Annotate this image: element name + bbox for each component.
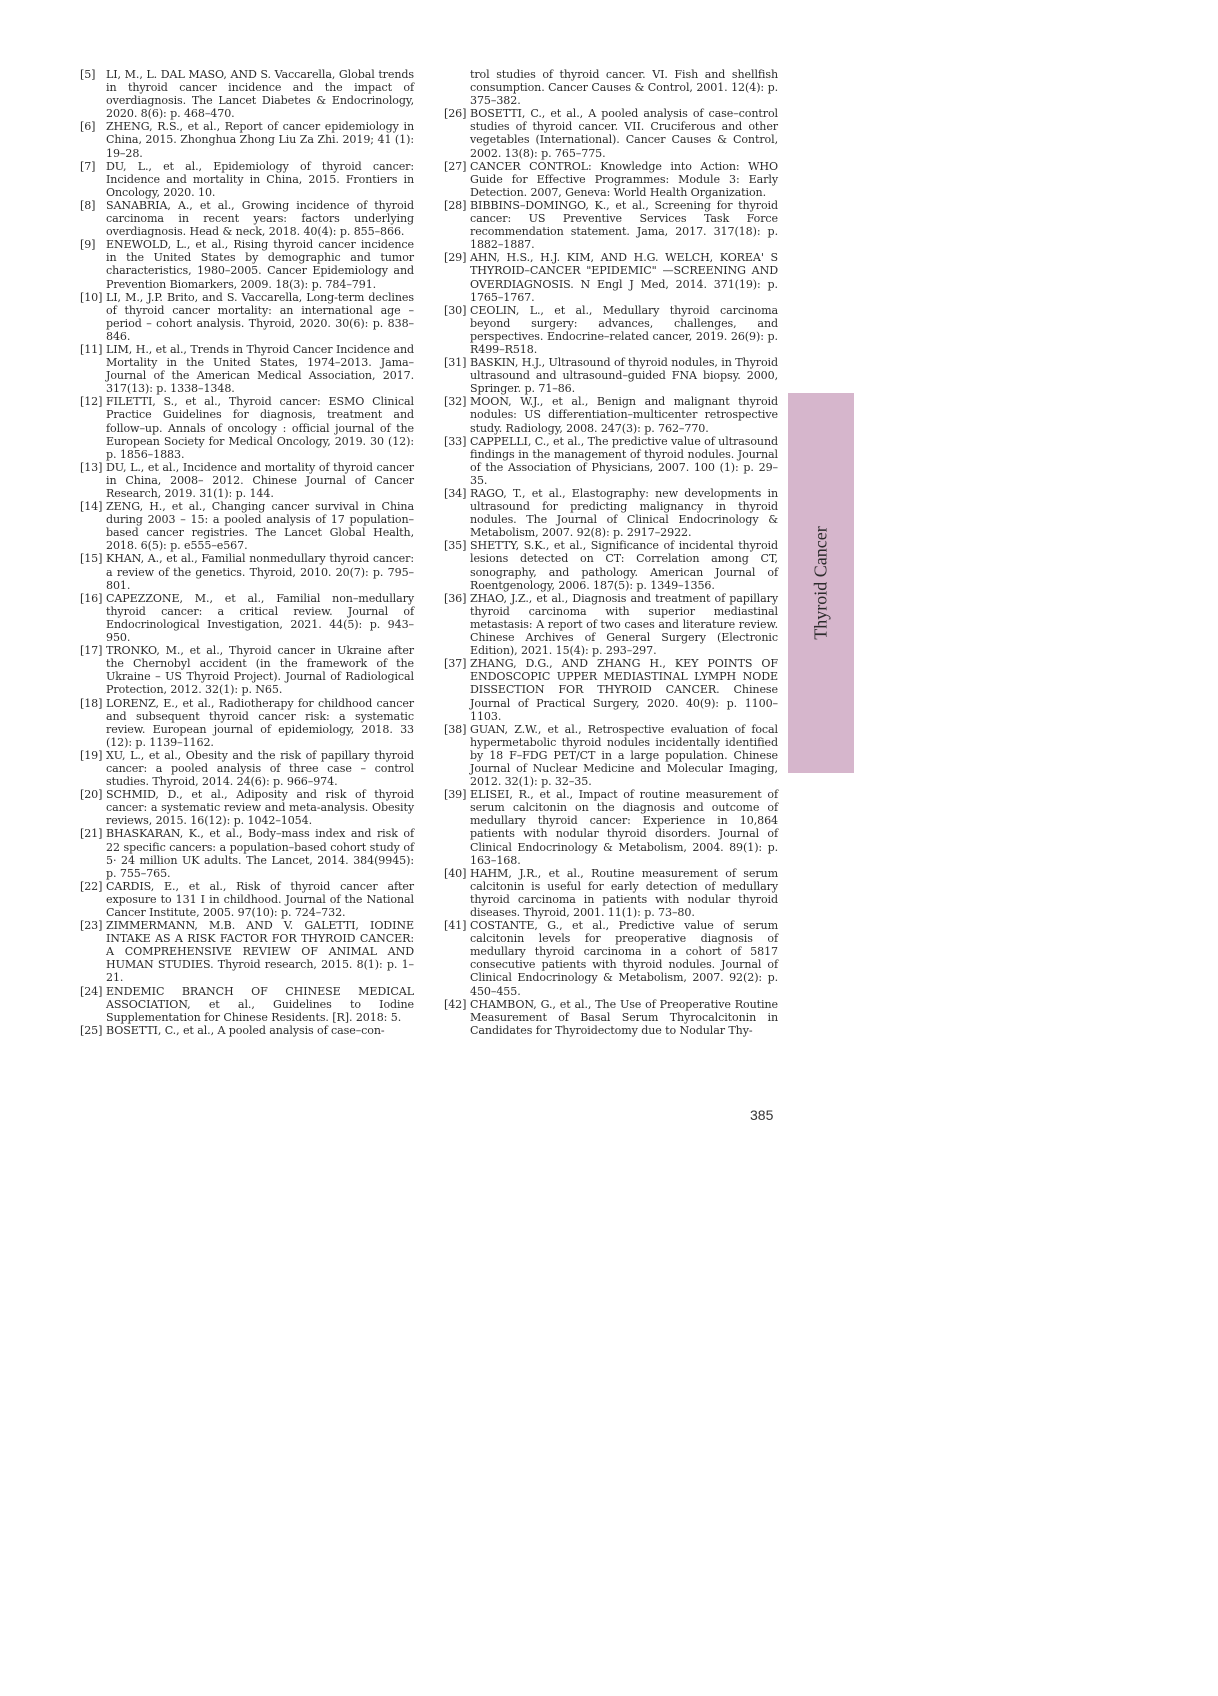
reference-entry	[444, 487, 778, 539]
reference-text: ENDEMIC BRANCH OF CHINESE MEDICAL ASSOCIATION, et al., Guidelines to Iodine Supplementation for Chinese Residents. [R]. 2018: 5.	[106, 984, 414, 1024]
reference-text: FILETTI, S., et al., Thyroid cancer: ESMO Clinical Practice Guidelines for diagnosis, treatment and follow–up. Annals of oncology : official journal of the European Society for Medical Oncology, 2019. 30 (12): p. 1856–1883.	[106, 395, 414, 461]
reference-text: ZENG, H., et al., Changing cancer survival in China during 2003 – 15: a pooled analysis of 17 population–based cancer registries. The Lancet Global Health, 2018. 6(5): p. e555–e567.	[106, 500, 414, 553]
reference-entry	[444, 657, 778, 722]
reference-number: [36]	[444, 591, 467, 605]
reference-entry	[444, 788, 778, 867]
reference-entry	[80, 919, 414, 984]
reference-number: [16]	[80, 591, 103, 605]
reference-entry	[80, 461, 414, 500]
reference-entry	[80, 592, 414, 644]
reference-text: MOON, W.J., et al., Benign and malignant thyroid nodules: US differentiation–multicenter retrospective study. Radiology, 2008. 247(3): p. 762–770.	[470, 395, 778, 435]
reference-entry	[80, 1024, 414, 1037]
reference-number: [28]	[444, 198, 467, 212]
reference-number: [9]	[80, 238, 96, 252]
reference-entry	[80, 120, 414, 159]
reference-entry	[80, 199, 414, 238]
reference-text: COSTANTE, G., et al., Predictive value of serum calcitonin levels for preoperative diagnosis of medullary thyroid carcinoma in a cohort of 5817 consecutive patients with thyroid nodules. Journal of Clinical Endocrinology & Metabolism, 2007. 92(2): p. 450–455.	[470, 919, 778, 998]
reference-text: XU, L., et al., Obesity and the risk of papillary thyroid cancer: a pooled analysis of three case – control studies. Thyroid, 2014. 24(6): p. 966–974.	[106, 748, 414, 789]
reference-number: [18]	[80, 696, 103, 710]
reference-text: ENEWOLD, L., et al., Rising thyroid cancer incidence in the United States by demographic and tumor characteristics, 1980–2005. Cancer Epidemiology and Prevention Biomarkers, 2009. 18(3): p. 784–791.	[106, 238, 414, 291]
reference-number: [10]	[80, 290, 103, 304]
reference-number: [32]	[444, 395, 467, 409]
reference-entry	[80, 500, 414, 552]
reference-text: CAPPELLI, C., et al., The predictive value of ultrasound findings in the management of thyroid nodules. Journal of the Association of Physicians, 2007. 100 (1): p. 29–35.	[470, 434, 778, 487]
reference-entry	[444, 251, 778, 303]
reference-entry	[444, 304, 778, 356]
reference-text: RAGO, T., et al., Elastography: new developments in ultrasound for predicting malignancy in thyroid nodules. The Journal of Clinical Endocrinology & Metabolism, 2007. 92(8): p. 2917–2922.	[470, 487, 778, 540]
reference-text: BOSETTI, C., et al., A pooled analysis of case–control studies of thyroid cancer. VII. Cruciferous and other vegetables (International). Cancer Causes & Control, 2002. 13(8): p. 765–775.	[470, 107, 778, 160]
reference-text: DU, L., et al., Incidence and mortality of thyroid cancer in China, 2008– 2012. Chinese Journal of Cancer Research, 2019. 31(1): p. 144.	[106, 460, 414, 500]
reference-text: LI, M., J.P. Brito, and S. Vaccarella, Long-term declines of thyroid cancer mortality: an international age – period – cohort analysis. Thyroid, 2020. 30(6): p. 838–846.	[106, 290, 414, 343]
reference-entry	[80, 880, 414, 919]
chapter-side-tab	[788, 393, 854, 773]
reference-number: [38]	[444, 722, 467, 736]
reference-number: [17]	[80, 644, 103, 658]
reference-number: [29]	[444, 251, 467, 265]
reference-number: [25]	[80, 1023, 103, 1037]
reference-entry	[80, 291, 414, 343]
reference-entry	[444, 592, 778, 657]
reference-text: CEOLIN, L., et al., Medullary thyroid carcinoma beyond surgery: advances, challenges, and perspectives. Endocrine–related cancer, 2019. 26(9): p. R499–R518.	[470, 303, 778, 356]
reference-number: [11]	[80, 342, 103, 356]
reference-text: BASKIN, H.J., Ultrasound of thyroid nodules, in Thyroid ultrasound and ultrasound–guided FNA biopsy. 2000, Springer. p. 71–86.	[470, 356, 778, 396]
reference-entry	[444, 919, 778, 998]
reference-text: KHAN, A., et al., Familial nonmedullary thyroid cancer: a review of the genetics. Thyroid, 2010. 20(7): p. 795–801.	[106, 552, 414, 592]
reference-text: SHETTY, S.K., et al., Significance of incidental thyroid lesions detected on CT: Correlation among CT, sonography, and pathology. American Journal of Roentgenology, 2006. 187(5): p. 1349–1356.	[470, 539, 778, 592]
reference-number: [7]	[80, 159, 96, 173]
reference-text: SCHMID, D., et al., Adiposity and risk of thyroid cancer: a systematic review and meta-analysis. Obesity reviews, 2015. 16(12): p. 1042–1054.	[106, 788, 414, 828]
reference-number: [42]	[444, 997, 467, 1011]
reference-entry	[444, 199, 778, 251]
reference-number: [13]	[80, 460, 103, 474]
reference-text: ZHAO, J.Z., et al., Diagnosis and treatment of papillary thyroid carcinoma with superior mediastinal metastasis: A report of two cases and literature review. Chinese Archives of General Surgery (Electronic Edition), 2021. 15(4): p. 293–297.	[470, 591, 778, 658]
reference-entry	[80, 552, 414, 591]
reference-text: ZIMMERMANN, M.B. AND V. GALETTI, IODINE INTAKE AS A RISK FACTOR FOR THYROID CANCER: A COMPREHENSIVE REVIEW OF ANIMAL AND HUMAN STUDIES. Thyroid research, 2015. 8(1): p. 1–21.	[106, 919, 414, 985]
reference-text: CARDIS, E., et al., Risk of thyroid cancer after exposure to 131 I in childhood. Journal of the National Cancer Institute, 2005. 97(10): p. 724–732.	[106, 879, 414, 919]
reference-text: ELISEI, R., et al., Impact of routine measurement of serum calcitonin on the diagnosis and outcome of medullary thyroid cancer: Experience in 10,864 patients with nodular thyroid disorders. Journal of Clinical Endocrinology & Metabolism, 2004. 89(1): p. 163–168.	[470, 788, 778, 867]
reference-number: [23]	[80, 919, 103, 933]
reference-number: [5]	[80, 68, 96, 81]
reference-text: SANABRIA, A., et al., Growing incidence of thyroid carcinoma in recent years: factors underlying overdiagnosis. Head & neck, 2018. 40(4): p. 855–866.	[106, 198, 414, 239]
reference-text: LORENZ, E., et al., Radiotherapy for childhood cancer and subsequent thyroid cancer risk: a systematic review. European journal of epidemiology, 2018. 33 (12): p. 1139–1162.	[106, 696, 414, 749]
reference-text: LI, M., L. DAL MASO, AND S. Vaccarella, Global trends in thyroid cancer incidence and the impact of overdiagnosis. The Lancet Diabetes & Endocrinology, 2020. 8(6): p. 468–470.	[106, 68, 414, 121]
reference-entry	[80, 985, 414, 1024]
reference-entry	[80, 827, 414, 879]
reference-number: [27]	[444, 159, 467, 173]
reference-number: [34]	[444, 487, 467, 500]
reference-number: [40]	[444, 866, 467, 880]
reference-text: CANCER CONTROL: Knowledge into Action: WHO Guide for Effective Programmes: Module 3: Early Detection. 2007, Geneva: World Health Organization.	[470, 159, 778, 199]
reference-entry	[80, 160, 414, 199]
reference-number: [20]	[80, 788, 103, 802]
reference-entry	[444, 356, 778, 395]
reference-number: [41]	[444, 919, 467, 933]
reference-text: CHAMBON, G., et al., The Use of Preoperative Routine Measurement of Basal Serum Thyrocalcitonin in Candidates for Thyroidectomy due to Nodular Thy-	[470, 997, 778, 1037]
reference-text: ZHANG, D.G., AND ZHANG H., KEY POINTS OF ENDOSCOPIC UPPER MEDIASTINAL LYMPH NODE DISSECTION FOR THYROID CANCER. Chinese Journal of Practical Surgery, 2020. 40(9): p. 1100–1103.	[470, 657, 778, 723]
reference-entry	[444, 107, 778, 159]
page-number: 385	[750, 1107, 774, 1123]
reference-entry	[444, 435, 778, 487]
reference-entry	[80, 644, 414, 696]
reference-number: [30]	[444, 303, 467, 317]
reference-number: [12]	[80, 395, 103, 409]
reference-entry	[444, 539, 778, 591]
reference-entry	[444, 395, 778, 434]
reference-entry	[444, 998, 778, 1037]
reference-number: [35]	[444, 539, 467, 553]
reference-entry	[444, 160, 778, 199]
reference-number: [31]	[444, 356, 467, 370]
reference-entry	[80, 68, 414, 120]
reference-number: [19]	[80, 748, 103, 762]
reference-entry	[444, 723, 778, 788]
references-right-column	[444, 68, 778, 1037]
reference-text: BIBBINS–DOMINGO, K., et al., Screening for thyroid cancer: US Preventive Services Task Force recommendation statement. Jama, 2017. 317(18): p. 1882–1887.	[470, 198, 778, 252]
reference-number: [37]	[444, 657, 467, 671]
reference-text: TRONKO, M., et al., Thyroid cancer in Ukraine after the Chernobyl accident (in the framework of the Ukraine – US Thyroid Project). Journal of Radiological Protection, 2012. 32(1): p. N65.	[106, 644, 414, 697]
reference-number: [8]	[80, 198, 96, 212]
reference-text: CAPEZZONE, M., et al., Familial non–medullary thyroid cancer: a critical review. Journal of Endocrinological Investigation, 2021. 44(5): p. 943–950.	[106, 591, 414, 645]
reference-text: BHASKARAN, K., et al., Body–mass index and risk of 22 specific cancers: a population–based cohort study of 5· 24 million UK adults. The Lancet, 2014. 384(9945): p. 755–765.	[106, 827, 414, 880]
reference-number: [26]	[444, 107, 467, 121]
reference-entry	[80, 343, 414, 395]
reference-entry	[80, 788, 414, 827]
reference-text: AHN, H.S., H.J. KIM, AND H.G. WELCH, KOREA' S THYROID–CANCER "EPIDEMIC" —SCREENING AND OVERDIAGNOSIS. N Engl J Med, 2014. 371(19): p. 1765–1767.	[470, 251, 778, 304]
reference-number: [14]	[80, 500, 103, 514]
reference-text: ZHENG, R.S., et al., Report of cancer epidemiology in China, 2015. Zhonghua Zhong Liu Za Zhi. 2019; 41 (1): 19–28.	[106, 120, 414, 160]
reference-entry	[444, 867, 778, 919]
reference-number: [6]	[80, 120, 96, 134]
reference-number: [39]	[444, 788, 467, 802]
references-left-column	[80, 68, 414, 1037]
reference-entry	[80, 238, 414, 290]
reference-text: DU, L., et al., Epidemiology of thyroid cancer: Incidence and mortality in China, 2015. Frontiers in Oncology, 2020. 10.	[106, 159, 414, 199]
reference-entry	[80, 749, 414, 788]
reference-entry	[80, 395, 414, 460]
reference-number: [15]	[80, 552, 103, 566]
reference-text: GUAN, Z.W., et al., Retrospective evaluation of focal hypermetabolic thyroid nodules incidentally identified by 18 F–FDG PET/CT in a large population. Chinese Journal of Nuclear Medicine and Molecular Imaging, 2012. 32(1): p. 32–35.	[470, 722, 778, 789]
reference-entry	[80, 697, 414, 749]
reference-number: [22]	[80, 879, 103, 893]
reference-text: HAHM, J.R., et al., Routine measurement of serum calcitonin is useful for early detection of medullary thyroid carcinoma in patients with nodular thyroid diseases. Thyroid, 2001. 11(1): p. 73–80.	[470, 866, 778, 919]
reference-text: LIM, H., et al., Trends in Thyroid Cancer Incidence and Mortality in the United States, 1974–2013. Jama–Journal of the American Medical Association, 2017. 317(13): p. 1338–1348.	[106, 342, 414, 396]
reference-number: [21]	[80, 827, 103, 841]
reference-text: BOSETTI, C., et al., A pooled analysis of case–con-	[106, 1023, 385, 1037]
reference-continuation: trol studies of thyroid cancer. VI. Fish and shellfish consumption. Cancer Causes & Control, 2001. 12(4): p. 375–382.	[470, 68, 778, 108]
reference-number: [33]	[444, 434, 467, 448]
chapter-side-tab-label: Thyroid Cancer	[810, 526, 831, 640]
reference-number: [24]	[80, 984, 103, 998]
